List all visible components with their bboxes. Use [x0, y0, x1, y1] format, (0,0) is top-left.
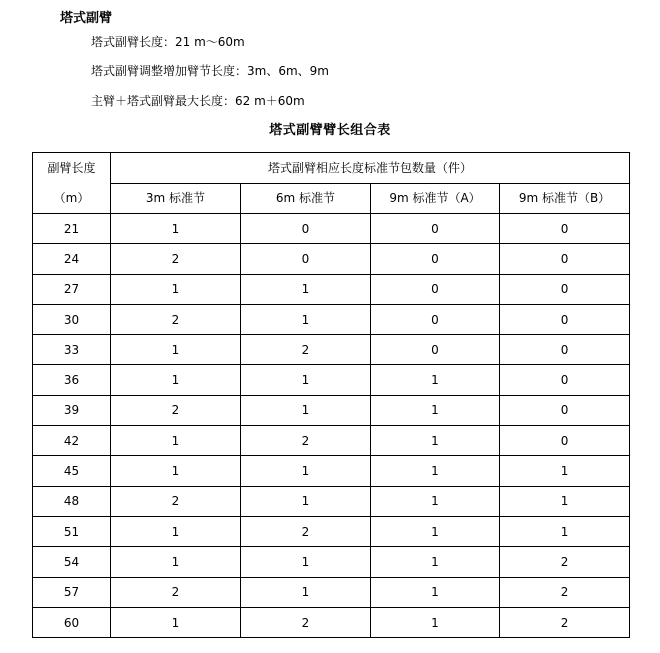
length-column-header: [33, 153, 111, 214]
cell-3m: 2: [111, 304, 241, 334]
cell-9m-a: 1: [371, 456, 500, 486]
cell-6m: 1: [241, 486, 371, 516]
length-header-unit: （m）: [53, 191, 90, 205]
cell-9m-b: 2: [500, 547, 630, 577]
cell-9m-b: 0: [500, 365, 630, 395]
table-row: [33, 547, 630, 577]
table-row: [33, 335, 630, 365]
cell-length: 24: [33, 244, 111, 274]
cell-6m: 2: [241, 426, 371, 456]
table-row: [33, 607, 630, 637]
cell-3m: 1: [111, 365, 241, 395]
cell-6m: 1: [241, 395, 371, 425]
table-row: [33, 214, 630, 244]
cell-length: 51: [33, 516, 111, 546]
cell-9m-b: 2: [500, 607, 630, 637]
cell-9m-b: 0: [500, 274, 630, 304]
cell-9m-b: 1: [500, 456, 630, 486]
cell-9m-a: 0: [371, 244, 500, 274]
subheader-3m: 3m 标准节: [111, 183, 241, 214]
cell-3m: 1: [111, 214, 241, 244]
cell-3m: 1: [111, 607, 241, 637]
cell-9m-a: 1: [371, 577, 500, 607]
jib-length-range-text: 塔式副臂长度：21 m～60m: [91, 35, 245, 49]
jib-increment-text: 塔式副臂调整增加臂节长度：3m、6m、9m: [91, 64, 329, 78]
cell-9m-b: 0: [500, 395, 630, 425]
cell-length: 21: [33, 214, 111, 244]
cell-9m-b: 0: [500, 335, 630, 365]
cell-9m-b: 2: [500, 577, 630, 607]
subheader-6m: 6m 标准节: [241, 183, 371, 214]
cell-9m-a: 1: [371, 607, 500, 637]
cell-6m: 2: [241, 335, 371, 365]
cell-9m-b: 1: [500, 516, 630, 546]
table-row: [33, 244, 630, 274]
table-row: [33, 577, 630, 607]
cell-6m: 2: [241, 516, 371, 546]
cell-3m: 1: [111, 456, 241, 486]
cell-6m: 1: [241, 304, 371, 334]
table-row: [33, 304, 630, 334]
table-subheader-row: [33, 183, 630, 214]
cell-length: 48: [33, 486, 111, 516]
table-row: [33, 426, 630, 456]
cell-9m-a: 1: [371, 516, 500, 546]
cell-6m: 1: [241, 577, 371, 607]
cell-3m: 2: [111, 577, 241, 607]
table-row: [33, 456, 630, 486]
table-row: [33, 516, 630, 546]
cell-9m-a: 1: [371, 486, 500, 516]
cell-3m: 1: [111, 335, 241, 365]
cell-9m-b: 0: [500, 214, 630, 244]
table-row: [33, 365, 630, 395]
table-row: [33, 395, 630, 425]
subheader-9m-b: 9m 标准节（B）: [500, 183, 630, 214]
cell-6m: 1: [241, 365, 371, 395]
cell-9m-a: 0: [371, 274, 500, 304]
cell-length: 57: [33, 577, 111, 607]
table-row: [33, 274, 630, 304]
cell-9m-a: 0: [371, 304, 500, 334]
cell-3m: 2: [111, 244, 241, 274]
max-length-text: 主臂＋塔式副臂最大长度：62 m＋60m: [91, 94, 305, 108]
cell-length: 45: [33, 456, 111, 486]
cell-3m: 1: [111, 274, 241, 304]
group-header: 塔式副臂相应长度标准节包数量（件）: [111, 153, 630, 184]
cell-9m-a: 0: [371, 214, 500, 244]
cell-length: 39: [33, 395, 111, 425]
cell-6m: 0: [241, 214, 371, 244]
cell-3m: 1: [111, 547, 241, 577]
cell-length: 36: [33, 365, 111, 395]
cell-6m: 1: [241, 274, 371, 304]
cell-9m-b: 0: [500, 426, 630, 456]
section-heading: 塔式副臂: [60, 11, 113, 26]
cell-length: 30: [33, 304, 111, 334]
cell-6m: 0: [241, 244, 371, 274]
cell-length: 33: [33, 335, 111, 365]
cell-3m: 2: [111, 395, 241, 425]
cell-9m-b: 0: [500, 244, 630, 274]
cell-9m-a: 1: [371, 365, 500, 395]
cell-9m-a: 1: [371, 395, 500, 425]
cell-6m: 2: [241, 607, 371, 637]
cell-length: 42: [33, 426, 111, 456]
cell-length: 27: [33, 274, 111, 304]
table-body: [33, 214, 630, 638]
cell-9m-b: 1: [500, 486, 630, 516]
table-title: 塔式副臂臂长组合表: [269, 123, 391, 138]
cell-6m: 1: [241, 547, 371, 577]
cell-9m-b: 0: [500, 304, 630, 334]
table-header-row: [33, 153, 630, 184]
cell-3m: 1: [111, 516, 241, 546]
table-row: [33, 486, 630, 516]
cell-3m: 1: [111, 426, 241, 456]
cell-9m-a: 1: [371, 426, 500, 456]
cell-length: 54: [33, 547, 111, 577]
cell-9m-a: 0: [371, 335, 500, 365]
cell-3m: 2: [111, 486, 241, 516]
cell-9m-a: 1: [371, 547, 500, 577]
length-header-label: 副臂长度: [47, 161, 96, 175]
jib-combination-table: [32, 152, 630, 638]
subheader-9m-a: 9m 标准节（A）: [371, 183, 500, 214]
cell-length: 60: [33, 607, 111, 637]
cell-6m: 1: [241, 456, 371, 486]
